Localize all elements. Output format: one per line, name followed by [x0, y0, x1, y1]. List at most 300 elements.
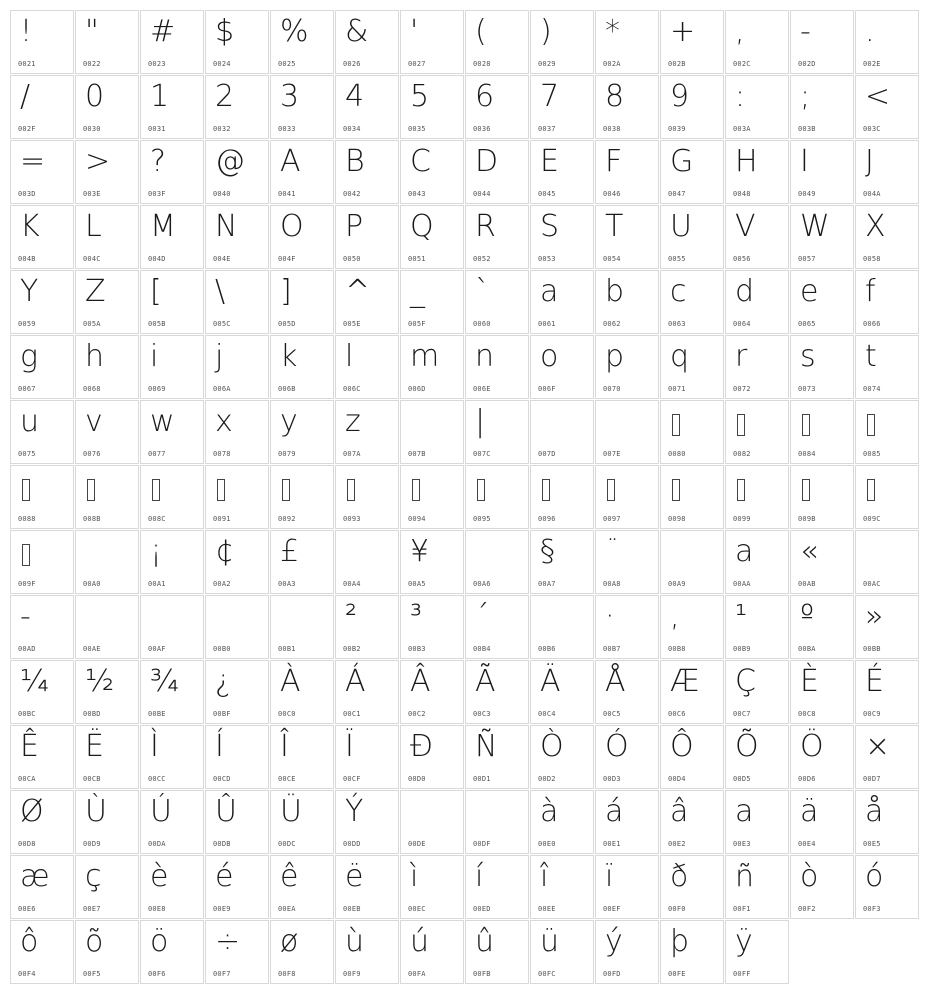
glyph-sample: F [605, 144, 623, 179]
codepoint-label: 0036 [473, 125, 491, 133]
glyph-cell [595, 530, 659, 594]
glyph-cell [75, 725, 139, 789]
glyph-cell [465, 790, 529, 854]
glyph-sample: y [280, 404, 298, 439]
glyph-cell [400, 10, 464, 74]
codepoint-label: 0095 [473, 515, 491, 523]
glyph-cell [75, 335, 139, 399]
codepoint-label: 0029 [538, 60, 556, 68]
glyph-sample: g [20, 339, 39, 374]
codepoint-label: 0037 [538, 125, 556, 133]
codepoint-label: 0035 [408, 125, 426, 133]
glyph-cell [465, 140, 529, 204]
codepoint-label: 00A1 [148, 580, 166, 588]
glyph-sample: H [735, 144, 758, 179]
glyph-sample: Í [215, 729, 224, 764]
glyph-sample: Ð [410, 729, 434, 764]
glyph-cell [10, 10, 74, 74]
missing-glyph-box [737, 414, 745, 436]
codepoint-label: 00C3 [473, 710, 491, 718]
glyph-sample: ð [670, 859, 689, 894]
codepoint-label: 00E7 [83, 905, 101, 913]
glyph-sample: Ò [540, 729, 564, 764]
codepoint-label: 00B6 [538, 645, 556, 653]
codepoint-label: 00EE [538, 905, 556, 913]
glyph-sample: º [800, 599, 815, 634]
glyph-sample: Î [280, 729, 289, 764]
codepoint-label: 00A2 [213, 580, 231, 588]
codepoint-label: 00C7 [733, 710, 751, 718]
glyph-sample: Ã [475, 664, 496, 699]
glyph-cell [660, 335, 724, 399]
glyph-cell [205, 400, 269, 464]
glyph-cell [465, 855, 529, 919]
glyph-cell [725, 75, 789, 139]
glyph-cell [660, 530, 724, 594]
codepoint-label: 00F9 [343, 970, 361, 978]
glyph-sample: Ì [150, 729, 159, 764]
glyph-cell [465, 530, 529, 594]
codepoint-label: 003F [148, 190, 166, 198]
glyph-cell [270, 400, 334, 464]
glyph-sample: ü [540, 924, 560, 959]
codepoint-label: 00C5 [603, 710, 621, 718]
codepoint-label: 0021 [18, 60, 36, 68]
glyph-cell [855, 10, 919, 74]
glyph-cell [465, 10, 529, 74]
codepoint-label: 00F4 [18, 970, 36, 978]
glyph-cell [790, 595, 854, 659]
glyph-sample: ó [865, 859, 884, 894]
glyph-sample: P [345, 209, 364, 244]
glyph-sample: Æ [670, 664, 700, 699]
glyph-cell [335, 790, 399, 854]
glyph-sample: U [670, 209, 692, 244]
codepoint-label: 0099 [733, 515, 751, 523]
codepoint-label: 00B1 [278, 645, 296, 653]
glyph-cell [400, 140, 464, 204]
codepoint-label: 0043 [408, 190, 426, 198]
missing-glyph-box [22, 544, 30, 566]
glyph-sample: à [540, 794, 559, 829]
codepoint-label: 00C0 [278, 710, 296, 718]
codepoint-label: 00B9 [733, 645, 751, 653]
glyph-sample: ¼ [20, 664, 50, 699]
codepoint-label: 00A6 [473, 580, 491, 588]
codepoint-label: 00B0 [213, 645, 231, 653]
glyph-sample: ì [410, 859, 419, 894]
glyph-cell [790, 10, 854, 74]
glyph-sample: B [345, 144, 365, 179]
glyph-cell [465, 465, 529, 529]
glyph-sample: d [735, 274, 755, 309]
codepoint-label: 005C [213, 320, 231, 328]
glyph-sample: 7 [540, 79, 560, 114]
glyph-cell [10, 75, 74, 139]
codepoint-label: 002B [668, 60, 686, 68]
glyph-sample: f [865, 274, 876, 309]
glyph-cell [140, 660, 204, 724]
glyph-sample: £ [280, 534, 300, 569]
glyph-sample: % [280, 14, 309, 49]
glyph-cell [530, 595, 594, 659]
glyph-sample: r [735, 339, 748, 374]
glyph-cell [790, 140, 854, 204]
codepoint-label: 0055 [668, 255, 686, 263]
glyph-cell [855, 595, 919, 659]
glyph-cell [140, 465, 204, 529]
codepoint-label: 0032 [213, 125, 231, 133]
codepoint-label: 0024 [213, 60, 231, 68]
codepoint-label: 00CE [278, 775, 296, 783]
glyph-sample: Â [410, 664, 431, 699]
glyph-sample: ( [475, 14, 487, 49]
glyph-sample: s [800, 339, 816, 374]
glyph-cell [855, 205, 919, 269]
glyph-cell [465, 595, 529, 659]
glyph-cell [10, 920, 74, 984]
codepoint-label: 002D [798, 60, 816, 68]
glyph-sample: ½ [85, 664, 115, 699]
glyph-cell [140, 400, 204, 464]
codepoint-label: 009B [798, 515, 816, 523]
codepoint-label: 0028 [473, 60, 491, 68]
codepoint-label: 0098 [668, 515, 686, 523]
glyph-cell [75, 660, 139, 724]
glyph-sample: I [800, 144, 809, 179]
codepoint-label: 00CC [148, 775, 166, 783]
codepoint-label: 00B7 [603, 645, 621, 653]
glyph-sample: Ñ [475, 729, 498, 764]
codepoint-label: 0074 [863, 385, 881, 393]
glyph-cell [790, 790, 854, 854]
glyph-cell [10, 270, 74, 334]
codepoint-label: 0026 [343, 60, 361, 68]
glyph-cell [140, 140, 204, 204]
glyph-cell [595, 660, 659, 724]
glyph-sample: Ë [85, 729, 104, 764]
glyph-cell [75, 205, 139, 269]
glyph-sample: ¥ [410, 534, 430, 569]
glyph-cell [660, 855, 724, 919]
codepoint-label: 00F1 [733, 905, 751, 913]
codepoint-label: 008B [83, 515, 101, 523]
codepoint-label: 0054 [603, 255, 621, 263]
glyph-cell [140, 855, 204, 919]
codepoint-label: 00AE [83, 645, 101, 653]
codepoint-label: 00BC [18, 710, 36, 718]
glyph-cell [725, 855, 789, 919]
codepoint-label: 004A [863, 190, 881, 198]
glyph-sample: ë [345, 859, 364, 894]
missing-glyph-box [607, 479, 615, 501]
glyph-cell [270, 205, 334, 269]
glyph-cell [855, 75, 919, 139]
glyph-cell [855, 270, 919, 334]
codepoint-label: 006A [213, 385, 231, 393]
glyph-cell [790, 75, 854, 139]
glyph-cell [725, 335, 789, 399]
codepoint-label: 0093 [343, 515, 361, 523]
glyph-sample: Ï [345, 729, 354, 764]
glyph-sample: Õ [735, 729, 759, 764]
glyph-cell [140, 335, 204, 399]
glyph-sample: A [280, 144, 301, 179]
codepoint-label: 00FE [668, 970, 686, 978]
codepoint-label: 005E [343, 320, 361, 328]
codepoint-label: 00D5 [733, 775, 751, 783]
codepoint-label: 0027 [408, 60, 426, 68]
codepoint-label: 00D7 [863, 775, 881, 783]
glyph-cell [660, 205, 724, 269]
glyph-cell [140, 530, 204, 594]
codepoint-label: 005A [83, 320, 101, 328]
glyph-sample: b [605, 274, 625, 309]
glyph-sample: É [865, 664, 884, 699]
glyph-cell [530, 920, 594, 984]
glyph-sample: c [670, 274, 687, 309]
codepoint-label: 003D [18, 190, 36, 198]
glyph-sample: a [540, 274, 559, 309]
glyph-cell [855, 855, 919, 919]
glyph-sample: Z [85, 274, 106, 309]
codepoint-label: 00DE [408, 840, 426, 848]
glyph-sample: 6 [475, 79, 495, 114]
glyph-cell [75, 465, 139, 529]
glyph-sample: - [800, 14, 811, 49]
glyph-cell [595, 790, 659, 854]
glyph-cell [660, 400, 724, 464]
glyph-cell [205, 855, 269, 919]
glyph-sample: - [20, 599, 31, 634]
glyph-sample: / [20, 79, 31, 114]
codepoint-label: 00ED [473, 905, 491, 913]
glyph-sample: * [605, 14, 620, 49]
codepoint-label: 0077 [148, 450, 166, 458]
codepoint-label: 009C [863, 515, 881, 523]
codepoint-label: 0033 [278, 125, 296, 133]
glyph-cell [855, 465, 919, 529]
codepoint-label: 00B3 [408, 645, 426, 653]
glyph-cell [270, 465, 334, 529]
codepoint-label: 005B [148, 320, 166, 328]
glyph-sample: ¡ [150, 534, 163, 569]
glyph-sample: ´ [475, 599, 490, 634]
glyph-cell [400, 75, 464, 139]
glyph-cell [530, 790, 594, 854]
codepoint-label: 00BF [213, 710, 231, 718]
glyph-cell [270, 270, 334, 334]
glyph-cell [400, 335, 464, 399]
glyph-cell [725, 920, 789, 984]
glyph-sample: è [150, 859, 169, 894]
glyph-sample: $ [215, 14, 235, 49]
glyph-sample: h [85, 339, 105, 374]
glyph-cell [790, 465, 854, 529]
codepoint-label: 00D9 [83, 840, 101, 848]
glyph-cell [10, 725, 74, 789]
glyph-sample: ¹ [735, 599, 748, 634]
glyph-cell [75, 10, 139, 74]
glyph-cell [530, 855, 594, 919]
glyph-cell [465, 335, 529, 399]
glyph-cell [530, 465, 594, 529]
codepoint-label: 0068 [83, 385, 101, 393]
missing-glyph-box [867, 479, 875, 501]
glyph-sample: » [865, 599, 884, 634]
codepoint-label: 0091 [213, 515, 231, 523]
glyph-cell [335, 400, 399, 464]
glyph-cell [205, 660, 269, 724]
glyph-cell [335, 10, 399, 74]
missing-glyph-box [152, 479, 160, 501]
glyph-cell [530, 530, 594, 594]
codepoint-label: 00F6 [148, 970, 166, 978]
codepoint-label: 0050 [343, 255, 361, 263]
glyph-sample: Ú [150, 794, 172, 829]
codepoint-label: 0057 [798, 255, 816, 263]
glyph-cell [270, 920, 334, 984]
codepoint-label: 00FA [408, 970, 426, 978]
missing-glyph-box [22, 479, 30, 501]
codepoint-label: 00FD [603, 970, 621, 978]
codepoint-label: 00F2 [798, 905, 816, 913]
codepoint-label: 003E [83, 190, 101, 198]
codepoint-label: 00D8 [18, 840, 36, 848]
glyph-cell [725, 725, 789, 789]
glyph-sample: = [20, 144, 46, 179]
glyph-cell [400, 270, 464, 334]
glyph-sample: C [410, 144, 431, 179]
codepoint-label: 0031 [148, 125, 166, 133]
glyph-cell [725, 270, 789, 334]
glyph-cell [205, 530, 269, 594]
glyph-cell [335, 465, 399, 529]
glyph-cell [10, 530, 74, 594]
codepoint-label: 006F [538, 385, 556, 393]
codepoint-label: 0061 [538, 320, 556, 328]
glyph-sample: ï [605, 859, 614, 894]
glyph-sample: @ [215, 144, 245, 179]
codepoint-label: 0069 [148, 385, 166, 393]
glyph-sample: K [20, 209, 40, 244]
codepoint-label: 006E [473, 385, 491, 393]
glyph-sample: á [605, 794, 624, 829]
codepoint-label: 0052 [473, 255, 491, 263]
glyph-cell [660, 10, 724, 74]
codepoint-label: 00CB [83, 775, 101, 783]
codepoint-label: 00B2 [343, 645, 361, 653]
codepoint-label: 00FF [733, 970, 751, 978]
glyph-sample: ú [410, 924, 430, 959]
glyph-cell [660, 465, 724, 529]
glyph-sample: ' [410, 14, 419, 49]
glyph-sample: > [85, 144, 111, 179]
codepoint-label: 0056 [733, 255, 751, 263]
codepoint-label: 00DC [278, 840, 296, 848]
glyph-cell [855, 660, 919, 724]
glyph-cell [205, 75, 269, 139]
glyph-cell [465, 270, 529, 334]
codepoint-label: 00EF [603, 905, 621, 913]
glyph-cell [400, 530, 464, 594]
codepoint-label: 00DA [148, 840, 166, 848]
codepoint-label: 0064 [733, 320, 751, 328]
glyph-cell [270, 660, 334, 724]
glyph-cell [725, 10, 789, 74]
glyph-sample: Ô [670, 729, 694, 764]
glyph-cell [140, 790, 204, 854]
glyph-sample: í [475, 859, 484, 894]
glyph-cell [790, 400, 854, 464]
glyph-cell [270, 335, 334, 399]
glyph-cell [335, 855, 399, 919]
glyph-cell [595, 400, 659, 464]
codepoint-label: 00E8 [148, 905, 166, 913]
codepoint-label: 00A7 [538, 580, 556, 588]
glyph-cell [530, 75, 594, 139]
glyph-cell [270, 725, 334, 789]
glyph-cell [10, 140, 74, 204]
codepoint-label: 00F7 [213, 970, 231, 978]
glyph-cell [595, 920, 659, 984]
glyph-sample: û [475, 924, 495, 959]
glyph-sample: Ä [540, 664, 561, 699]
codepoint-label: 00E4 [798, 840, 816, 848]
codepoint-label: 0059 [18, 320, 36, 328]
glyph-cell [270, 75, 334, 139]
codepoint-label: 0092 [278, 515, 296, 523]
glyph-cell [335, 530, 399, 594]
glyph-sample: î [540, 859, 549, 894]
glyph-sample: Á [345, 664, 366, 699]
glyph-cell [530, 725, 594, 789]
missing-glyph-box [672, 414, 680, 436]
codepoint-label: 00D0 [408, 775, 426, 783]
glyph-cell [205, 270, 269, 334]
glyph-cell [530, 335, 594, 399]
glyph-cell [400, 855, 464, 919]
glyph-cell [790, 270, 854, 334]
glyph-sample: j [215, 339, 224, 374]
glyph-sample: + [670, 14, 696, 49]
glyph-cell [595, 270, 659, 334]
glyph-cell [855, 335, 919, 399]
glyph-cell [725, 400, 789, 464]
codepoint-label: 00F8 [278, 970, 296, 978]
glyph-cell [335, 595, 399, 659]
glyph-cell [660, 75, 724, 139]
glyph-sample: ² [345, 599, 358, 634]
glyph-sample: ÿ [735, 924, 753, 959]
glyph-cell [530, 400, 594, 464]
codepoint-label: 00AC [863, 580, 881, 588]
glyph-sample: ä [800, 794, 819, 829]
glyph-cell [270, 790, 334, 854]
glyph-sample: ø [280, 924, 299, 959]
glyph-cell [10, 400, 74, 464]
glyph-sample: k [280, 339, 298, 374]
codepoint-label: 0045 [538, 190, 556, 198]
glyph-cell [595, 725, 659, 789]
glyph-sample: Å [605, 664, 626, 699]
glyph-sample: ¢ [215, 534, 235, 569]
codepoint-label: 00D1 [473, 775, 491, 783]
missing-glyph-box [802, 479, 810, 501]
glyph-cell [140, 10, 204, 74]
glyph-cell [75, 790, 139, 854]
glyph-cell [790, 530, 854, 594]
